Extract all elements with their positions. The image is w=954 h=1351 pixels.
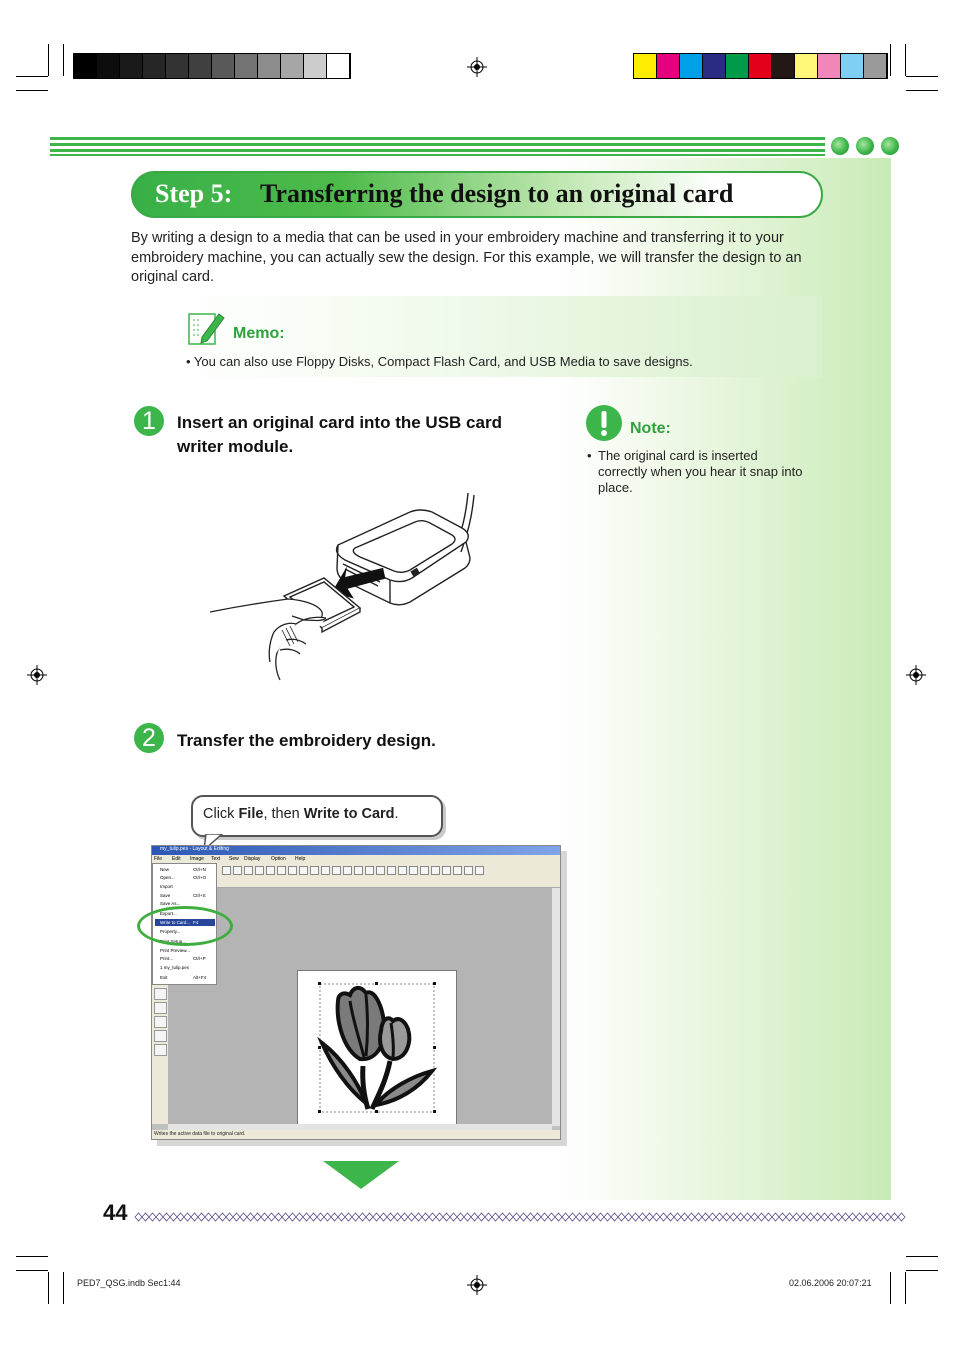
- chain-link: [289, 1213, 296, 1221]
- decorative-dot-icon: [856, 137, 874, 155]
- chain-link: [338, 1213, 345, 1221]
- color-swatch: [841, 54, 864, 78]
- note-bullet: •: [587, 448, 592, 463]
- chain-link: [457, 1213, 464, 1221]
- chain-link: [884, 1213, 891, 1221]
- footer-timestamp: 02.06.2006 20:07:21: [789, 1278, 872, 1288]
- chain-link: [807, 1213, 814, 1221]
- chain-link: [723, 1213, 730, 1221]
- crop-mark: [63, 44, 64, 76]
- tulip-design: [298, 971, 456, 1128]
- chain-link: [653, 1213, 660, 1221]
- chain-link: [450, 1213, 457, 1221]
- crop-mark: [16, 1256, 48, 1257]
- crop-mark: [16, 90, 48, 91]
- menu-bar-item[interactable]: Option: [271, 856, 286, 862]
- chain-link: [226, 1213, 233, 1221]
- chain-link: [814, 1213, 821, 1221]
- tool-button[interactable]: [154, 1016, 167, 1028]
- chain-link: [849, 1213, 856, 1221]
- color-swatch: [304, 54, 327, 78]
- chain-link: [660, 1213, 667, 1221]
- chain-link: [793, 1213, 800, 1221]
- chain-link: [891, 1213, 898, 1221]
- file-menu-shortcut: F4: [193, 920, 199, 925]
- chain-link: [898, 1213, 905, 1221]
- toolbar-button[interactable]: [464, 866, 473, 875]
- decorative-dot-icon: [831, 137, 849, 155]
- toolbar-button[interactable]: [233, 866, 242, 875]
- chain-link: [317, 1213, 324, 1221]
- chain-link: [408, 1213, 415, 1221]
- memo-title: Memo:: [233, 325, 285, 342]
- toolbar-button[interactable]: [365, 866, 374, 875]
- chain-link: [534, 1213, 541, 1221]
- file-menu-item[interactable]: Export...: [160, 911, 177, 916]
- note-title: Note:: [630, 420, 671, 437]
- toolbar-button[interactable]: [266, 866, 275, 875]
- toolbar-button[interactable]: [299, 866, 308, 875]
- chain-link: [429, 1213, 436, 1221]
- instruction-callout: [191, 795, 443, 837]
- chain-link: [646, 1213, 653, 1221]
- chain-link: [387, 1213, 394, 1221]
- color-swatch: [189, 54, 212, 78]
- chain-link: [485, 1213, 492, 1221]
- crop-mark: [16, 1270, 48, 1271]
- chain-link: [800, 1213, 807, 1221]
- crop-mark: [905, 44, 906, 76]
- file-menu-item[interactable]: Open...: [160, 875, 175, 880]
- chain-link: [590, 1213, 597, 1221]
- chain-link: [576, 1213, 583, 1221]
- chain-link: [282, 1213, 289, 1221]
- file-menu-item[interactable]: 1 my_tulip.pes: [160, 965, 190, 970]
- file-menu-item[interactable]: Import: [160, 884, 173, 889]
- file-menu-item[interactable]: Exit: [160, 975, 168, 980]
- menu-bar-item[interactable]: Help: [295, 856, 306, 862]
- file-menu-shortcut: Ctrl+O: [193, 875, 207, 880]
- chain-link: [191, 1213, 198, 1221]
- chain-link: [443, 1213, 450, 1221]
- menu-bar-item[interactable]: Display: [244, 856, 261, 862]
- chain-link: [233, 1213, 240, 1221]
- crop-mark: [906, 90, 938, 91]
- toolbar-button[interactable]: [222, 866, 231, 875]
- color-swatch: [166, 54, 189, 78]
- page-number: 44: [103, 1200, 128, 1225]
- color-swatch: [327, 54, 350, 78]
- chain-link: [373, 1213, 380, 1221]
- tool-palette: [152, 984, 168, 1124]
- file-menu-shortcut: Ctrl+S: [193, 893, 206, 898]
- chain-link: [464, 1213, 471, 1221]
- tool-button[interactable]: [154, 1044, 167, 1056]
- registration-mark-icon: [467, 57, 487, 77]
- crop-mark: [63, 1272, 64, 1304]
- chain-link: [198, 1213, 205, 1221]
- chain-link: [527, 1213, 534, 1221]
- toolbar-button[interactable]: [409, 866, 418, 875]
- callout-text: Click File, then Write to Card.: [203, 806, 399, 822]
- chain-link: [268, 1213, 275, 1221]
- decorative-dot-icon: [881, 137, 899, 155]
- chain-link: [611, 1213, 618, 1221]
- chain-link: [380, 1213, 387, 1221]
- section-heading: [131, 171, 823, 218]
- color-swatch: [657, 54, 680, 78]
- chain-link: [303, 1213, 310, 1221]
- chain-link: [828, 1213, 835, 1221]
- intro-paragraph: By writing a design to a media that can be used in your embroidery machine and transferring it to your embroidery machine, you can actually sew the design. For this example, we will transfer the design to an original card.: [131, 230, 802, 285]
- chain-link: [737, 1213, 744, 1221]
- chain-link: [632, 1213, 639, 1221]
- chain-link: [492, 1213, 499, 1221]
- chain-link: [765, 1213, 772, 1221]
- toolbar-button[interactable]: [354, 866, 363, 875]
- toolbar-button[interactable]: [376, 866, 385, 875]
- chain-link: [478, 1213, 485, 1221]
- step-1-text: Insert an original card into the USB card writer module.: [177, 413, 502, 456]
- chain-link: [709, 1213, 716, 1221]
- chain-link: [639, 1213, 646, 1221]
- grayscale-color-bar: [73, 53, 351, 79]
- chain-link: [254, 1213, 261, 1221]
- chain-link: [513, 1213, 520, 1221]
- header-stripe: [50, 149, 825, 152]
- chain-link: [247, 1213, 254, 1221]
- header-stripe: [50, 143, 825, 146]
- tool-button[interactable]: [154, 1002, 167, 1014]
- crop-mark: [906, 1256, 938, 1257]
- registration-mark-icon: [906, 665, 926, 685]
- step-label: Step 5:: [155, 179, 233, 208]
- process-color-bar: [633, 53, 888, 79]
- chain-link: [345, 1213, 352, 1221]
- file-menu-item[interactable]: Print...: [160, 956, 174, 961]
- color-swatch: [120, 54, 143, 78]
- chain-link: [688, 1213, 695, 1221]
- chain-link: [877, 1213, 884, 1221]
- chain-link: [856, 1213, 863, 1221]
- chain-link: [835, 1213, 842, 1221]
- color-swatch: [212, 54, 235, 78]
- chain-link: [548, 1213, 555, 1221]
- color-swatch: [281, 54, 304, 78]
- registration-mark-icon: [467, 1275, 487, 1295]
- menu-bar-item[interactable]: Image: [190, 856, 204, 862]
- chain-link: [681, 1213, 688, 1221]
- crop-mark: [905, 1272, 906, 1304]
- chain-link: [135, 1213, 142, 1221]
- toolbar-button[interactable]: [244, 866, 253, 875]
- file-menu-item[interactable]: Property...: [160, 929, 181, 934]
- chain-link: [821, 1213, 828, 1221]
- chain-link: [394, 1213, 401, 1221]
- menu-bar: [152, 855, 560, 863]
- crop-mark: [890, 1272, 891, 1304]
- toolbar-button[interactable]: [442, 866, 451, 875]
- status-bar: Writes the active data file to original card.: [152, 1130, 560, 1139]
- file-menu-item[interactable]: Print Setup...: [160, 939, 187, 944]
- toolbar-button[interactable]: [431, 866, 440, 875]
- color-swatch: [634, 54, 657, 78]
- menu-bar-item[interactable]: Sew: [229, 856, 239, 862]
- note-body: [587, 448, 807, 496]
- chain-link: [569, 1213, 576, 1221]
- chain-link: [401, 1213, 408, 1221]
- chain-link: [555, 1213, 562, 1221]
- toolbar-button[interactable]: [475, 866, 484, 875]
- registration-mark-icon: [27, 665, 47, 685]
- chain-link: [261, 1213, 268, 1221]
- file-menu-item[interactable]: Write to Card...: [160, 920, 191, 925]
- color-swatch: [97, 54, 120, 78]
- color-swatch: [680, 54, 703, 78]
- chain-link: [870, 1213, 877, 1221]
- file-menu-item[interactable]: Save: [160, 893, 171, 898]
- menu-bar-item[interactable]: Text: [211, 856, 221, 862]
- application-window-screenshot: [151, 845, 561, 1140]
- toolbar-button[interactable]: [255, 866, 264, 875]
- step-2-text: Transfer the embroidery design.: [177, 731, 436, 750]
- tool-button[interactable]: [154, 1030, 167, 1042]
- chain-link: [499, 1213, 506, 1221]
- color-swatch: [818, 54, 841, 78]
- chain-link: [205, 1213, 212, 1221]
- chain-link: [667, 1213, 674, 1221]
- highlight-ring: [137, 906, 233, 946]
- file-menu-item[interactable]: New: [160, 867, 170, 872]
- chain-link: [366, 1213, 373, 1221]
- toolbar-button[interactable]: [321, 866, 330, 875]
- chain-link: [597, 1213, 604, 1221]
- step-number-badge: 2: [134, 723, 164, 753]
- file-menu-shortcut: Alt+F4: [193, 975, 207, 980]
- header-stripe: [50, 154, 825, 156]
- chain-link: [842, 1213, 849, 1221]
- chain-link: [359, 1213, 366, 1221]
- chain-link: [296, 1213, 303, 1221]
- header-stripe: [50, 137, 825, 140]
- chain-link: [772, 1213, 779, 1221]
- chain-link: [163, 1213, 170, 1221]
- chain-link: [779, 1213, 786, 1221]
- toolbar-button[interactable]: [387, 866, 396, 875]
- toolbar-button[interactable]: [277, 866, 286, 875]
- design-page: [297, 970, 457, 1129]
- color-swatch: [235, 54, 258, 78]
- chain-link: [275, 1213, 282, 1221]
- chain-link: [331, 1213, 338, 1221]
- chain-link: [604, 1213, 611, 1221]
- chain-link: [422, 1213, 429, 1221]
- chain-link: [436, 1213, 443, 1221]
- crop-mark: [890, 44, 891, 76]
- file-menu-shortcut: Ctrl+P: [193, 956, 206, 961]
- file-menu-shortcut: Ctrl+N: [193, 867, 206, 872]
- chain-link: [716, 1213, 723, 1221]
- toolbar-button[interactable]: [453, 866, 462, 875]
- color-swatch: [749, 54, 772, 78]
- chain-link: [583, 1213, 590, 1221]
- toolbar-button[interactable]: [420, 866, 429, 875]
- crop-mark: [48, 1272, 49, 1304]
- chain-link: [156, 1213, 163, 1221]
- usb-card-writer-illustration: [200, 490, 490, 685]
- toolbar-button[interactable]: [310, 866, 319, 875]
- chain-link: [352, 1213, 359, 1221]
- crop-mark: [48, 44, 49, 76]
- file-menu-item[interactable]: Save As...: [160, 901, 181, 906]
- color-swatch: [74, 54, 97, 78]
- chain-link: [170, 1213, 177, 1221]
- chain-link: [744, 1213, 751, 1221]
- color-swatch: [795, 54, 818, 78]
- chain-link: [177, 1213, 184, 1221]
- color-swatch: [772, 54, 795, 78]
- chain-link: [751, 1213, 758, 1221]
- menu-bar-item[interactable]: File: [154, 856, 163, 862]
- chain-link: [674, 1213, 681, 1221]
- window-title-bar: my_tulip.pes - Layout & Editing: [152, 846, 560, 855]
- memo-pencil-icon: [187, 310, 227, 346]
- continue-arrow-icon: [323, 1161, 399, 1189]
- color-swatch: [726, 54, 749, 78]
- tool-button[interactable]: [154, 988, 167, 1000]
- color-swatch: [143, 54, 166, 78]
- chain-link: [863, 1213, 870, 1221]
- chain-link: [240, 1213, 247, 1221]
- toolbar-button[interactable]: [332, 866, 341, 875]
- toolbar-button[interactable]: [288, 866, 297, 875]
- chain-link: [324, 1213, 331, 1221]
- chain-link: [541, 1213, 548, 1221]
- menu-bar-item[interactable]: Edit: [172, 856, 181, 862]
- footer-file-info: PED7_QSG.indb Sec1:44: [77, 1278, 181, 1288]
- crop-mark: [906, 76, 938, 77]
- toolbar-button[interactable]: [343, 866, 352, 875]
- crop-mark: [906, 1270, 938, 1271]
- chain-link: [184, 1213, 191, 1221]
- chain-link: [142, 1213, 149, 1221]
- chain-link: [702, 1213, 709, 1221]
- chain-link: [506, 1213, 513, 1221]
- note-exclamation-icon: [585, 404, 623, 442]
- color-swatch: [703, 54, 726, 78]
- color-swatch: [864, 54, 887, 78]
- chain-link: [625, 1213, 632, 1221]
- chain-link: [520, 1213, 527, 1221]
- chain-link: [618, 1213, 625, 1221]
- crop-mark: [16, 76, 48, 77]
- chain-link: [562, 1213, 569, 1221]
- toolbar-button[interactable]: [398, 866, 407, 875]
- chain-link: [310, 1213, 317, 1221]
- chain-link: [471, 1213, 478, 1221]
- step-number-badge: 1: [134, 406, 164, 436]
- note-text: The original card is inserted correctly when you hear it snap into place.: [598, 448, 803, 495]
- chain-link: [786, 1213, 793, 1221]
- chain-link: [758, 1213, 765, 1221]
- memo-bullet: • You can also use Floppy Disks, Compact Flash Card, and USB Media to save designs.: [186, 354, 693, 369]
- chain-link: [212, 1213, 219, 1221]
- vertical-scrollbar[interactable]: [552, 888, 560, 1126]
- chain-link: [730, 1213, 737, 1221]
- file-menu-item[interactable]: Print Preview...: [160, 948, 191, 953]
- page-title: Transferring the design to an original card: [260, 179, 734, 208]
- chain-link: [415, 1213, 422, 1221]
- chain-link: [219, 1213, 226, 1221]
- chain-link: [695, 1213, 702, 1221]
- decorative-chain-border: [131, 1211, 906, 1223]
- chain-link: [149, 1213, 156, 1221]
- color-swatch: [258, 54, 281, 78]
